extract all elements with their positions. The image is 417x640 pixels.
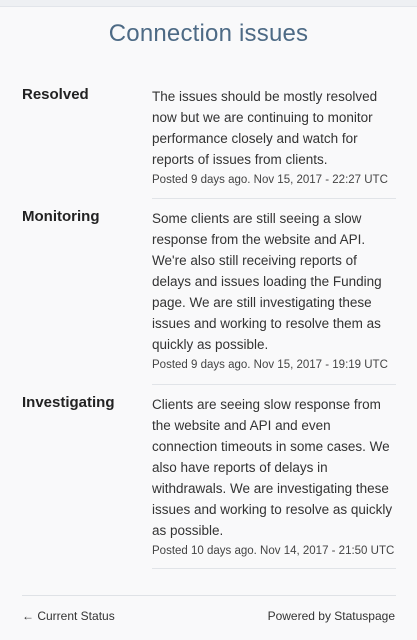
powered-by-statuspage-link[interactable]: Powered by Statuspage	[267, 609, 395, 623]
update-body: Clients are seeing slow response from the website and API and even connection timeouts in some cases. We also have reports of delays in withdrawals. We are investigating these issues and working to resolve as quickly as possible.	[152, 397, 393, 538]
update-divider	[152, 384, 396, 385]
update-timestamp: Posted 9 days ago. Nov 15, 2017 - 22:27 UTC	[152, 174, 388, 186]
update-divider	[152, 568, 396, 569]
footer-divider	[22, 595, 396, 596]
update-status: Investigating	[22, 394, 115, 411]
page-title: Connection issues	[108, 20, 309, 47]
update-timestamp: Posted 10 days ago. Nov 14, 2017 - 21:50 UTC	[152, 545, 395, 557]
update-divider	[152, 198, 396, 199]
update-body: The issues should be mostly resolved now but we are continuing to monitor performance closely and watch for reports of issues from clients.	[152, 89, 378, 167]
update-body: Some clients are still seeing a slow response from the website and API. We're also still receiving reports of delays and issues loading the Funding page. We are still investigating these issues and working to resolve them as quickly as possible.	[152, 211, 382, 352]
current-status-link[interactable]: ← Current Status	[22, 609, 115, 623]
update-status: Resolved	[22, 86, 89, 103]
update-status: Monitoring	[22, 208, 100, 225]
update-timestamp: Posted 9 days ago. Nov 15, 2017 - 19:19 UTC	[152, 359, 388, 371]
